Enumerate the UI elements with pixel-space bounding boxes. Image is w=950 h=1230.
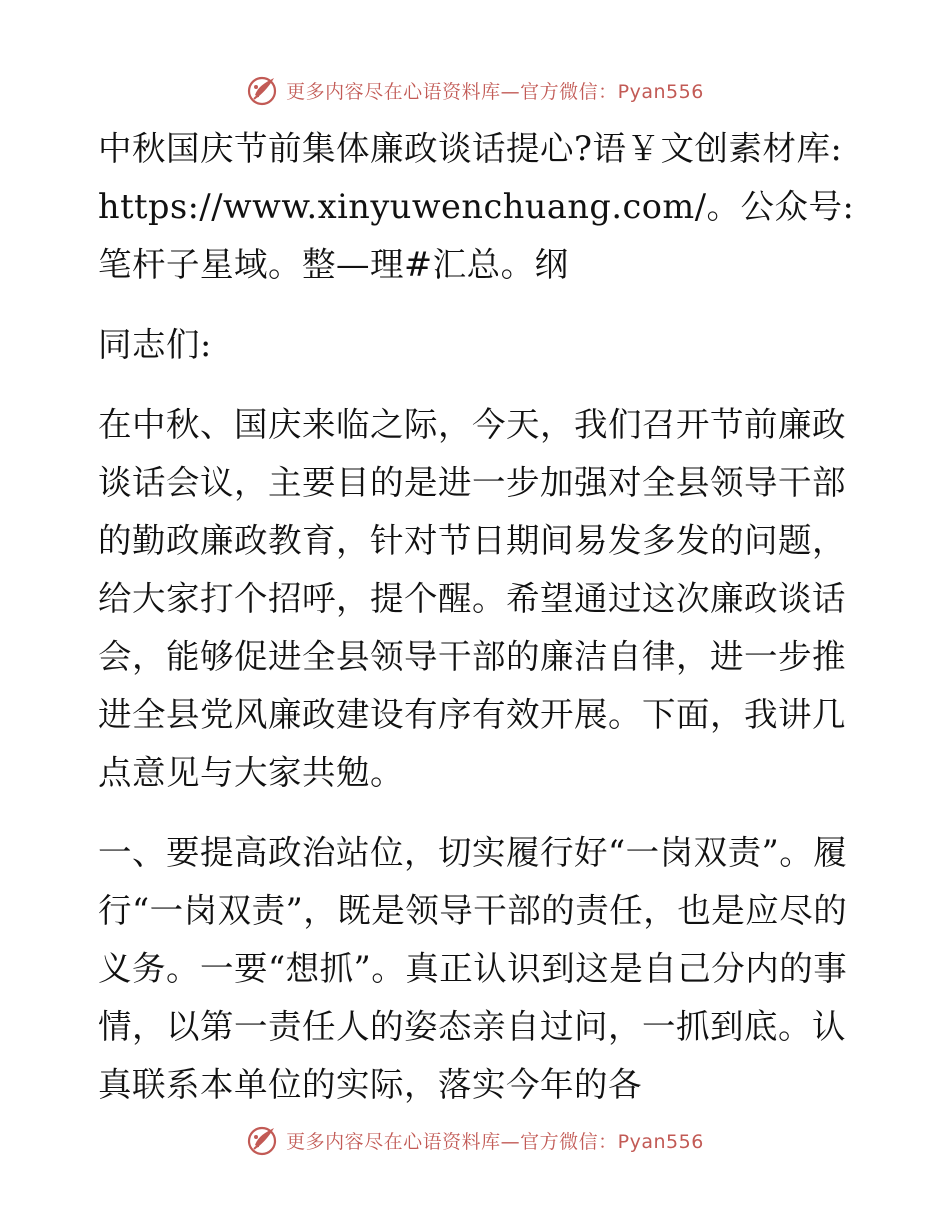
- footer-watermark-banner: [0, 1120, 950, 1160]
- header-watermark-text: 更多内容尽在心语资料库—官方微信：Pyan556: [286, 80, 704, 103]
- brush-logo-icon: [246, 73, 280, 107]
- document-body: [98, 120, 858, 1114]
- brush-logo-icon: [246, 1123, 280, 1157]
- paragraph-1: 在中秋、国庆来临之际，今天，我们召开节前廉政谈话会议，主要目的是进一步加强对全县领导干部的勤政廉政教育，针对节日期间易发多发的问题，给大家打个招呼，提个醒。希望通过这次廉政谈话会，能够促进全县领导干部的廉洁自律，进一步推进全县党风廉政建设有序有效开展。下面，我讲几点意见与大家共勉。: [98, 405, 846, 792]
- paragraph-2: 一、要提高政治站位，切实履行好“一岗双责”。履行“一岗双责”，既是领导干部的责任，也是应尽的义务。一要“想抓”。真正认识到这是自己分内的事情，以第一责任人的姿态亲自过问，一抓到底。认真联系本单位的实际，落实今年的各: [98, 833, 848, 1104]
- salutation: 同志们:: [98, 325, 212, 364]
- footer-watermark-text: 更多内容尽在心语资料库—官方微信：Pyan556: [286, 1130, 704, 1153]
- document-title: 中秋国庆节前集体廉政谈话提心?语￥文创素材库: https://www.xinyuwenchuang.com/。公众号: 笔杆子星域。整—理#汇总。纲: [98, 129, 855, 284]
- header-watermark-banner: [0, 70, 950, 110]
